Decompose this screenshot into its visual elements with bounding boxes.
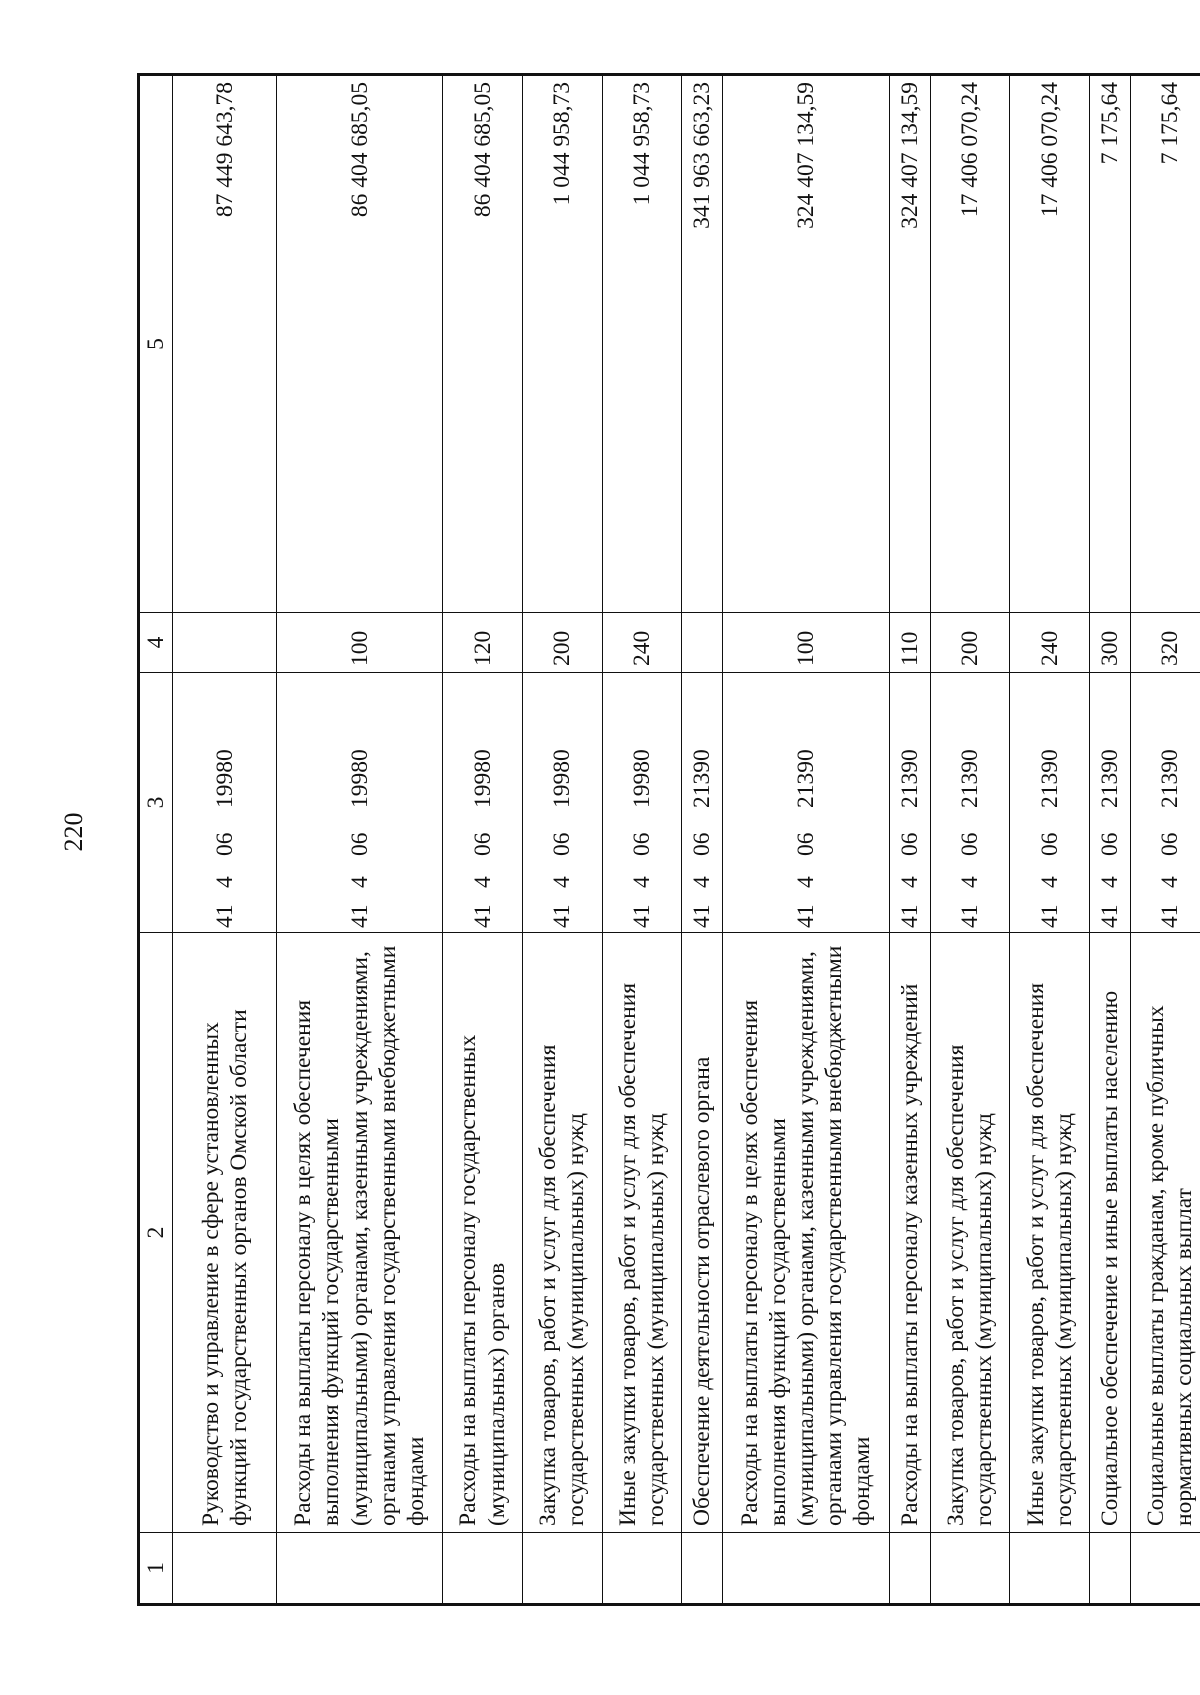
code-part-2: 4 bbox=[1097, 876, 1124, 888]
cell-col-1 bbox=[930, 1533, 1010, 1605]
code-part-1: 41 bbox=[629, 904, 655, 928]
code-part-2: 4 bbox=[1156, 876, 1183, 888]
table-row bbox=[277, 75, 443, 1605]
code-part-4: 21390 bbox=[689, 749, 716, 808]
cell-expense-type: 300 bbox=[1090, 613, 1131, 673]
code-part-1: 41 bbox=[1097, 904, 1124, 928]
cell-name: Обеспечение деятельности отраслевого органа bbox=[682, 933, 723, 1533]
page-number: 220 bbox=[59, 812, 88, 852]
cell-col-1 bbox=[602, 1533, 682, 1605]
header-col-2: 2 bbox=[139, 933, 173, 1533]
table-row bbox=[523, 75, 603, 1605]
code-part-2: 4 bbox=[689, 876, 716, 888]
cell-amount: 17 406 070,24 bbox=[1010, 75, 1090, 613]
code-part-3: 06 bbox=[1036, 832, 1063, 856]
table-row bbox=[1090, 75, 1131, 1605]
cell-code bbox=[682, 673, 723, 933]
cell-amount: 324 407 134,59 bbox=[723, 75, 889, 613]
code-part-4: 19980 bbox=[211, 749, 238, 808]
cell-expense-type bbox=[682, 613, 723, 673]
table-row bbox=[1010, 75, 1090, 1605]
cell-name: Социальные выплаты гражданам, кроме публичных нормативных социальных выплат bbox=[1131, 933, 1200, 1533]
cell-expense-type: 200 bbox=[930, 613, 1010, 673]
code-part-3: 06 bbox=[346, 832, 373, 856]
cell-amount: 324 407 134,59 bbox=[889, 75, 930, 613]
cell-code bbox=[277, 673, 443, 933]
code-part-1: 41 bbox=[896, 904, 923, 928]
cell-amount: 1 044 958,73 bbox=[523, 75, 603, 613]
code-part-3: 06 bbox=[211, 832, 238, 856]
cell-col-1 bbox=[173, 1533, 277, 1605]
code-part-2: 4 bbox=[629, 876, 655, 888]
code-part-4: 21390 bbox=[956, 749, 983, 808]
cell-name: Расходы на выплаты персоналу государственных (муниципальных) органов bbox=[443, 933, 523, 1533]
cell-col-1 bbox=[682, 1533, 723, 1605]
table-row bbox=[1131, 75, 1200, 1605]
cell-col-1 bbox=[723, 1533, 889, 1605]
cell-code bbox=[1131, 673, 1200, 933]
code-part-2: 4 bbox=[956, 876, 983, 888]
code-part-1: 41 bbox=[792, 904, 819, 928]
cell-name: Закупка товаров, работ и услуг для обеспечения государственных (муниципальных) нужд bbox=[523, 933, 603, 1533]
table-row bbox=[682, 75, 723, 1605]
cell-amount: 7 175,64 bbox=[1090, 75, 1131, 613]
cell-code bbox=[1010, 673, 1090, 933]
code-part-1: 41 bbox=[469, 904, 496, 928]
cell-col-1 bbox=[523, 1533, 603, 1605]
cell-amount: 87 449 643,78 bbox=[173, 75, 277, 613]
code-part-2: 4 bbox=[346, 876, 373, 888]
cell-amount: 1 044 958,73 bbox=[602, 75, 682, 613]
cell-code bbox=[930, 673, 1010, 933]
cell-name: Руководство и управление в сфере установленных функций государственных органов Омской области bbox=[173, 933, 277, 1533]
code-part-4: 19980 bbox=[629, 749, 655, 808]
cell-name: Иные закупки товаров, работ и услуг для обеспечения государственных (муниципальных) нужд bbox=[602, 933, 682, 1533]
code-part-3: 06 bbox=[792, 832, 819, 856]
header-col-4: 4 bbox=[139, 613, 173, 673]
cell-col-1 bbox=[1090, 1533, 1131, 1605]
cell-name: Расходы на выплаты персоналу казенных учреждений bbox=[889, 933, 930, 1533]
cell-expense-type: 100 bbox=[723, 613, 889, 673]
code-part-3: 06 bbox=[629, 832, 655, 856]
cell-expense-type: 100 bbox=[277, 613, 443, 673]
cell-name: Расходы на выплаты персоналу в целях обеспечения выполнения функций государственными (муниципальными) органами, казенными учреждениями, органами управления государственными внебюджетными фондами bbox=[723, 933, 889, 1533]
code-part-4: 21390 bbox=[1097, 749, 1124, 808]
cell-col-1 bbox=[1010, 1533, 1090, 1605]
table-row bbox=[173, 75, 277, 1605]
cell-name: Иные закупки товаров, работ и услуг для обеспечения государственных (муниципальных) нужд bbox=[1010, 933, 1090, 1533]
cell-code bbox=[173, 673, 277, 933]
code-part-2: 4 bbox=[792, 876, 819, 888]
budget-table bbox=[137, 73, 1200, 1606]
code-part-1: 41 bbox=[346, 904, 373, 928]
code-part-1: 41 bbox=[1156, 904, 1183, 928]
cell-code bbox=[1090, 673, 1131, 933]
header-col-1: 1 bbox=[139, 1533, 173, 1605]
header-col-5: 5 bbox=[139, 75, 173, 613]
code-part-4: 21390 bbox=[1036, 749, 1063, 808]
cell-col-1 bbox=[1131, 1533, 1200, 1605]
code-part-4: 21390 bbox=[792, 749, 819, 808]
table-row bbox=[930, 75, 1010, 1605]
cell-amount: 341 963 663,23 bbox=[682, 75, 723, 613]
cell-col-1 bbox=[277, 1533, 443, 1605]
table-row bbox=[889, 75, 930, 1605]
cell-col-1 bbox=[443, 1533, 523, 1605]
code-part-3: 06 bbox=[549, 832, 576, 856]
code-part-3: 06 bbox=[896, 832, 923, 856]
cell-amount: 86 404 685,05 bbox=[277, 75, 443, 613]
code-part-4: 21390 bbox=[896, 749, 923, 808]
code-part-3: 06 bbox=[1097, 832, 1124, 856]
cell-expense-type: 240 bbox=[1010, 613, 1090, 673]
cell-code bbox=[602, 673, 682, 933]
cell-name: Расходы на выплаты персоналу в целях обеспечения выполнения функций государственными (муниципальными) органами, казенными учреждениями, органами управления государственными внебюджетными фондами bbox=[277, 933, 443, 1533]
code-part-2: 4 bbox=[469, 876, 496, 888]
code-part-2: 4 bbox=[549, 876, 576, 888]
code-part-4: 19980 bbox=[469, 749, 496, 808]
code-part-4: 19980 bbox=[346, 749, 373, 808]
code-part-2: 4 bbox=[896, 876, 923, 888]
code-part-2: 4 bbox=[1036, 876, 1063, 888]
cell-col-1 bbox=[889, 1533, 930, 1605]
header-row bbox=[139, 75, 173, 1605]
cell-code bbox=[523, 673, 603, 933]
cell-expense-type bbox=[173, 613, 277, 673]
cell-name: Закупка товаров, работ и услуг для обеспечения государственных (муниципальных) нужд bbox=[930, 933, 1010, 1533]
table-row bbox=[602, 75, 682, 1605]
code-part-2: 4 bbox=[211, 876, 238, 888]
code-part-1: 41 bbox=[549, 904, 576, 928]
header-col-3: 3 bbox=[139, 673, 173, 933]
cell-code bbox=[443, 673, 523, 933]
cell-code bbox=[889, 673, 930, 933]
cell-amount: 17 406 070,24 bbox=[930, 75, 1010, 613]
table-rotator bbox=[137, 76, 1200, 1606]
table-row bbox=[723, 75, 889, 1605]
cell-expense-type: 240 bbox=[602, 613, 682, 673]
code-part-3: 06 bbox=[689, 832, 716, 856]
code-part-1: 41 bbox=[689, 904, 716, 928]
code-part-1: 41 bbox=[1036, 904, 1063, 928]
cell-expense-type: 200 bbox=[523, 613, 603, 673]
cell-amount: 7 175,64 bbox=[1131, 75, 1200, 613]
cell-expense-type: 120 bbox=[443, 613, 523, 673]
table-row bbox=[443, 75, 523, 1605]
cell-expense-type: 320 bbox=[1131, 613, 1200, 673]
code-part-4: 19980 bbox=[549, 749, 576, 808]
code-part-1: 41 bbox=[956, 904, 983, 928]
code-part-3: 06 bbox=[469, 832, 496, 856]
cell-name: Социальное обеспечение и иные выплаты населению bbox=[1090, 933, 1131, 1533]
code-part-3: 06 bbox=[956, 832, 983, 856]
code-part-3: 06 bbox=[1156, 832, 1183, 856]
code-part-4: 21390 bbox=[1156, 749, 1183, 808]
cell-expense-type: 110 bbox=[889, 613, 930, 673]
cell-amount: 86 404 685,05 bbox=[443, 75, 523, 613]
cell-code bbox=[723, 673, 889, 933]
code-part-1: 41 bbox=[211, 904, 238, 928]
